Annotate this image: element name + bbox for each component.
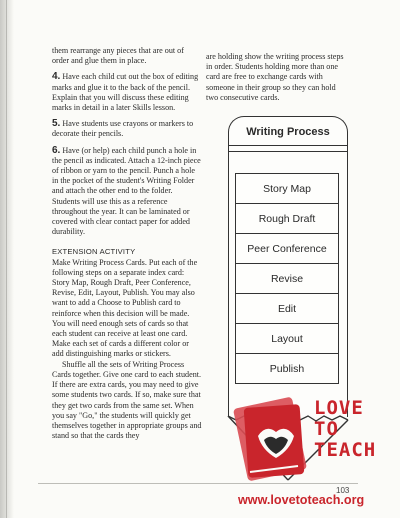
card-edit: Edit [235,293,339,323]
page-number: 103 [336,486,350,495]
card-story-map: Story Map [235,173,339,203]
step-4 [52,72,202,113]
step-number: 6. [52,144,61,156]
right-column [206,52,346,103]
page-binding-edge [0,0,14,518]
step-text: Have (or help) each child punch a hole in the pencil as indicated. Attach a 12-inch piece of ribbon or yarn to the pencil. Punch a hole in the pocket of the student's Writing Folder and attach the other end to the folder. Students will use this as a reference throughout the year. It can be laminated or covered with clear contact paper for added durability. [52,145,201,237]
step-number: 5. [52,118,61,130]
process-card-stack [235,173,339,384]
card-rough-draft: Rough Draft [235,203,339,233]
step-number: 4. [52,71,61,83]
love-to-teach-logo-icon [232,396,312,482]
step-6 [52,146,202,238]
step-5 [52,119,202,139]
pencil-title: Writing Process [246,126,330,138]
extension-paragraph-1: Make Writing Process Cards. Put each of the following steps on a separate index card: Story Map, Rough Draft, Peer Conference, Revise, Edit, Layout, Publish. You may also want to add a Choose to Publish card to reinforce when this decision will be made. You will need enough sets of cards so that each student can receive at least one card. Make each set of cards a different color or add distinguishing marks or stickers. [52,257,198,359]
extension-heading: EXTENSION ACTIVITY [52,247,136,257]
pencil-band-line [229,145,347,146]
logo-line: LOVE [314,397,364,419]
card-layout: Layout [235,323,339,353]
love-to-teach-logo-text [314,398,394,461]
logo-line: TO [314,418,339,440]
card-revise: Revise [235,263,339,293]
right-column-text: are holding show the writing process steps in order. Students holding more than one card are free to exchange cards with someone in their group so they can hold two consecutive cards. [206,52,344,102]
extension-paragraph-2: Shuffle all the sets of Writing Process Cards together. Give one card to each student. If there are extra cards, you may need to give some students two cards. If so, make sure that they get two cards from the same set. When you say "Go," the students will quickly get themselves together in appropriate groups and stand so that the cards they [52,359,202,441]
card-publish: Publish [235,353,339,384]
writing-process-pencil [228,116,348,417]
pencil-band-line [229,151,347,152]
page-footer-rule [38,483,358,484]
watermark-url: www.lovetoteach.org [238,493,365,507]
step-text: Have each child cut out the box of editing marks and glue it to the back of the pencil. Explain that you will discuss these editing marks in detail in a later Skills lesson. [52,72,199,113]
card-peer-conference: Peer Conference [235,233,339,263]
step-text: Have students use crayons or markers to decorate their pencils. [52,119,194,139]
left-column [52,46,202,441]
logo-line: TEACH [314,439,377,461]
intro-text: them rearrange any pieces that are out of order and glue them in place. [52,46,184,66]
